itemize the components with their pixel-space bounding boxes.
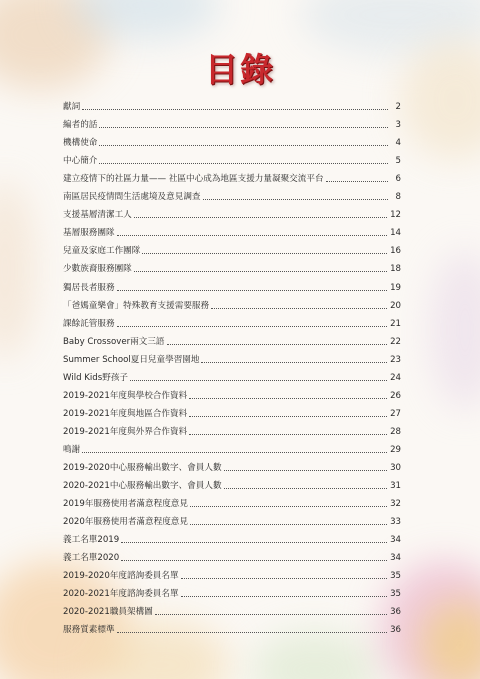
dot-leader bbox=[181, 578, 387, 579]
toc-entry-page-number: 33 bbox=[390, 517, 401, 528]
table-of-contents bbox=[63, 94, 401, 635]
toc-entry-label: 支援基層清潔工人 bbox=[63, 210, 132, 221]
toc-entry-page-number: 27 bbox=[390, 408, 401, 419]
toc-entry-label: 義工名單2020 bbox=[63, 553, 120, 564]
toc-entry-page-number: 4 bbox=[395, 138, 401, 149]
dot-leader bbox=[326, 181, 388, 182]
dot-leader bbox=[155, 614, 387, 615]
dot-leader bbox=[203, 199, 388, 200]
toc-entry[interactable] bbox=[63, 130, 401, 148]
toc-entry-label: 2019年服務使用者滿意程度意見 bbox=[63, 499, 188, 510]
toc-entry[interactable] bbox=[63, 419, 401, 437]
toc-entry-label: 義工名單2019 bbox=[63, 535, 120, 546]
toc-entry-page-number: 31 bbox=[390, 481, 401, 492]
toc-entry[interactable] bbox=[63, 617, 401, 635]
toc-entry-label: 「爸媽童樂會」特殊教育支援需要服務 bbox=[63, 300, 210, 311]
toc-entry[interactable] bbox=[63, 329, 401, 347]
toc-entry-label: Baby Crossover兩文三語 bbox=[63, 336, 165, 347]
dot-leader bbox=[201, 362, 387, 363]
toc-entry-label: 2020年服務使用者滿意程度意見 bbox=[63, 517, 188, 528]
toc-entry[interactable] bbox=[63, 256, 401, 274]
toc-entry[interactable] bbox=[63, 238, 401, 256]
dot-leader bbox=[190, 506, 387, 507]
dot-leader bbox=[82, 452, 387, 453]
toc-entry-page-number: 18 bbox=[390, 264, 401, 275]
toc-entry-page-number: 29 bbox=[390, 444, 401, 455]
watercolor-splash bbox=[430, 250, 480, 410]
toc-entry-page-number: 30 bbox=[390, 462, 401, 473]
toc-entry[interactable] bbox=[63, 112, 401, 130]
toc-entry-page-number: 20 bbox=[390, 300, 401, 311]
toc-entry[interactable] bbox=[63, 473, 401, 491]
dot-leader bbox=[224, 470, 388, 471]
toc-entry-label: 2019-2020中心服務輸出數字、會員人數 bbox=[63, 462, 222, 473]
toc-entry-page-number: 36 bbox=[390, 625, 401, 636]
dot-leader bbox=[189, 398, 387, 399]
toc-entry-label: 2019-2021年度與地區合作資料 bbox=[63, 408, 188, 419]
dot-leader bbox=[167, 344, 388, 345]
toc-entry-page-number: 35 bbox=[390, 571, 401, 582]
dot-leader bbox=[190, 524, 387, 525]
toc-entry[interactable] bbox=[63, 437, 401, 455]
toc-entry-label: 獨居長者服務 bbox=[63, 282, 115, 293]
toc-entry-label: 課餘託管服務 bbox=[63, 318, 115, 329]
toc-entry-page-number: 24 bbox=[390, 372, 401, 383]
toc-entry-page-number: 36 bbox=[390, 607, 401, 618]
dot-leader bbox=[99, 163, 388, 164]
toc-entry[interactable] bbox=[63, 202, 401, 220]
toc-entry-page-number: 12 bbox=[390, 210, 401, 221]
toc-entry[interactable] bbox=[63, 293, 401, 311]
dot-leader bbox=[189, 416, 387, 417]
toc-entry[interactable] bbox=[63, 563, 401, 581]
dot-leader bbox=[117, 632, 387, 633]
dot-leader bbox=[82, 109, 388, 110]
toc-entry-page-number: 35 bbox=[390, 589, 401, 600]
toc-entry[interactable] bbox=[63, 311, 401, 329]
toc-entry-page-number: 14 bbox=[390, 228, 401, 239]
page-title: 目錄 bbox=[205, 50, 275, 89]
dot-leader bbox=[121, 542, 387, 543]
toc-entry-page-number: 22 bbox=[390, 336, 401, 347]
toc-entry-label: 2020-2021職員架構圖 bbox=[63, 607, 153, 618]
toc-entry-page-number: 16 bbox=[390, 246, 401, 257]
toc-entry-page-number: 2 bbox=[395, 102, 401, 113]
dot-leader bbox=[134, 217, 387, 218]
toc-entry-label: Summer School夏日兒童學習園地 bbox=[63, 354, 200, 365]
toc-entry-page-number: 34 bbox=[390, 553, 401, 564]
toc-entry-label: 2019-2021年度與學校合作資料 bbox=[63, 390, 188, 401]
toc-entry-page-number: 32 bbox=[390, 499, 401, 510]
toc-entry-page-number: 26 bbox=[390, 390, 401, 401]
toc-entry[interactable] bbox=[63, 347, 401, 365]
dot-leader bbox=[117, 326, 387, 327]
toc-entry-page-number: 34 bbox=[390, 535, 401, 546]
toc-entry-label: 服務質素標準 bbox=[63, 625, 115, 636]
toc-entry-label: 2019-2020年度諮詢委員名單 bbox=[63, 571, 179, 582]
toc-entry-label: 基層服務團隊 bbox=[63, 228, 115, 239]
toc-entry-page-number: 19 bbox=[390, 282, 401, 293]
toc-entry-page-number: 23 bbox=[390, 354, 401, 365]
toc-entry-label: 編者的話 bbox=[63, 120, 98, 131]
toc-entry[interactable] bbox=[63, 401, 401, 419]
dot-leader bbox=[117, 235, 387, 236]
toc-entry-label: 2020-2021年度諮詢委員名單 bbox=[63, 589, 179, 600]
toc-entry-label: 兒童及家庭工作團隊 bbox=[63, 246, 141, 257]
toc-entry[interactable] bbox=[63, 581, 401, 599]
dot-leader bbox=[224, 488, 388, 489]
toc-entry[interactable] bbox=[63, 365, 401, 383]
toc-entry[interactable] bbox=[63, 274, 401, 292]
dot-leader bbox=[181, 596, 387, 597]
toc-entry-label: 南區居民疫情間生活處境及意見調查 bbox=[63, 192, 201, 203]
toc-entry[interactable] bbox=[63, 184, 401, 202]
toc-entry-label: 少數族裔服務團隊 bbox=[63, 264, 132, 275]
dot-leader bbox=[117, 290, 387, 291]
toc-entry-page-number: 5 bbox=[395, 156, 401, 167]
toc-entry[interactable] bbox=[63, 491, 401, 509]
dot-leader bbox=[142, 253, 387, 254]
toc-entry-page-number: 3 bbox=[395, 120, 401, 131]
toc-entry-label: 鳴謝 bbox=[63, 444, 81, 455]
toc-entry-label: 中心簡介 bbox=[63, 156, 98, 167]
toc-entry-page-number: 21 bbox=[390, 318, 401, 329]
toc-entry-label: 2020-2021中心服務輸出數字、會員人數 bbox=[63, 481, 222, 492]
dot-leader bbox=[130, 380, 387, 381]
toc-entry-label: 獻詞 bbox=[63, 102, 81, 113]
dot-leader bbox=[134, 271, 387, 272]
toc-entry[interactable] bbox=[63, 455, 401, 473]
toc-entry-label: 2019-2021年度與外界合作資料 bbox=[63, 426, 188, 437]
dot-leader bbox=[121, 560, 387, 561]
toc-entry[interactable] bbox=[63, 527, 401, 545]
toc-entry[interactable] bbox=[63, 166, 401, 184]
dot-leader bbox=[189, 434, 387, 435]
toc-entry[interactable] bbox=[63, 545, 401, 563]
dot-leader bbox=[99, 127, 388, 128]
toc-entry-page-number: 6 bbox=[395, 174, 401, 185]
toc-entry-page-number: 8 bbox=[395, 192, 401, 203]
toc-entry-label: Wild Kids野孩子 bbox=[63, 372, 129, 383]
toc-entry[interactable] bbox=[63, 220, 401, 238]
watercolor-splash bbox=[250, 630, 380, 679]
toc-entry-page-number: 28 bbox=[390, 426, 401, 437]
toc-entry[interactable] bbox=[63, 94, 401, 112]
dot-leader bbox=[99, 145, 388, 146]
toc-entry-label: 機構使命 bbox=[63, 138, 98, 149]
toc-entry[interactable] bbox=[63, 509, 401, 527]
dot-leader bbox=[211, 308, 387, 309]
toc-entry[interactable] bbox=[63, 148, 401, 166]
toc-entry[interactable] bbox=[63, 383, 401, 401]
toc-entry-label: 建立疫情下的社區力量—— 社區中心成為地區支援力量凝聚交流平台 bbox=[63, 174, 324, 185]
watercolor-splash bbox=[0, 180, 35, 360]
toc-entry[interactable] bbox=[63, 599, 401, 617]
